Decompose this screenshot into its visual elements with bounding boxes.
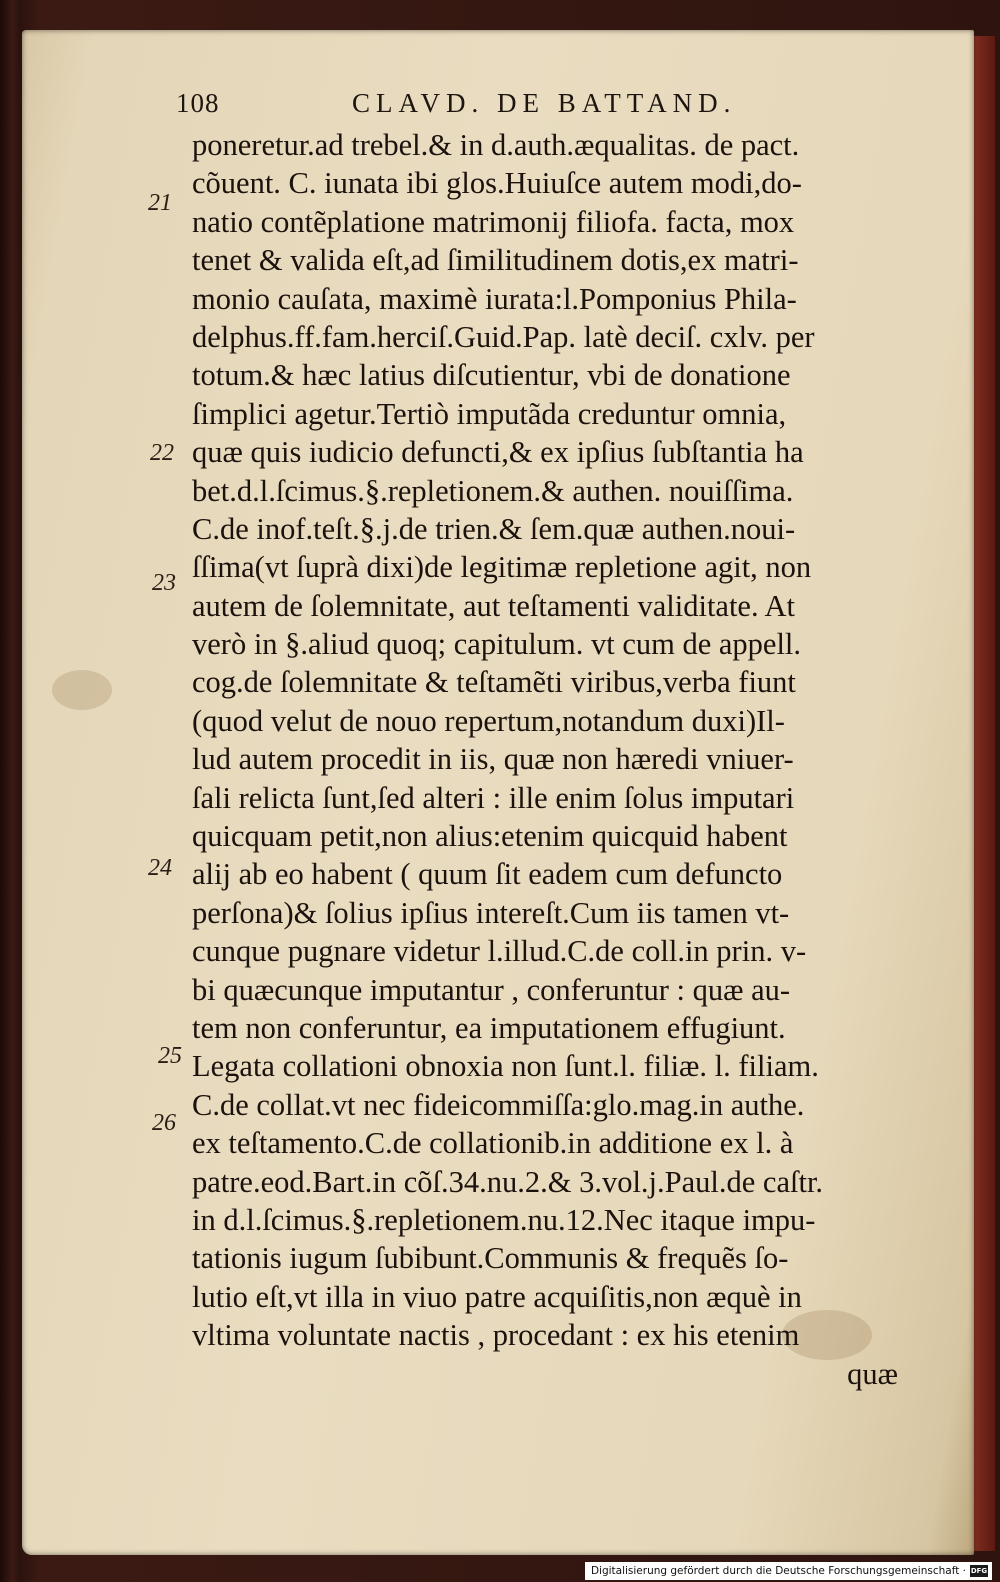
text-line: Legata collationi obnoxia non ſunt.l. filiæ. l. filiam.: [192, 1049, 819, 1084]
margin-note-24: 24: [148, 855, 172, 881]
catchword: quæ: [847, 1356, 898, 1391]
text-line: C.de inof.teſt.§.j.de trien.& ſem.quæ authen.noui-: [192, 511, 796, 546]
text-line: natio contẽplatione matrimonij filiofa. facta, mox: [192, 204, 795, 239]
text-line: (quod velut de nouo repertum,notandum duxi)Il-: [192, 703, 785, 738]
text-line: tenet & valida eſt,ad ſimilitudinem dotis,ex matri-: [192, 243, 799, 278]
margin-note-22: 22: [150, 440, 174, 466]
text-line: tem non conferuntur, ea imputationem effugiunt.: [192, 1010, 786, 1045]
text-line: alij ab eo habent ( quum ſit eadem cum defuncto: [192, 857, 783, 892]
text-line: cõuent. C. iunata ibi glos.Huiuſce autem modi,do-: [192, 166, 802, 201]
text-line: lud autem procedit in iis, quæ non hæredi vniuer-: [192, 742, 794, 777]
text-line: delphus.ff.fam.herciſ.Guid.Pap. latè deciſ. cxlv. per: [192, 319, 815, 354]
page-number: 108: [176, 88, 220, 118]
text-line: tationis iugum ſubibunt.Communis & frequẽs ſo-: [192, 1241, 789, 1276]
text-line: quæ quis iudicio defuncti,& ex ipſius ſubſtantia ha: [192, 435, 804, 470]
margin-note-25: 25: [158, 1043, 182, 1069]
body-text: [192, 126, 902, 1393]
credit-text: Digitalisierung gefördert durch die Deutsche Forschungsgemeinschaft ·: [590, 1565, 966, 1577]
text-line: ſſima(vt ſuprà dixi)de legitimæ repletione agit, non: [192, 550, 812, 585]
text-line: ex teſtamento.C.de collationib.in additione ex l. à: [192, 1126, 794, 1161]
text-line: monio cauſata, maximè iurata:l.Pomponius Phila-: [192, 281, 797, 316]
running-head: CLAVD. DE BATTAND.: [352, 88, 737, 118]
text-line: cunque pugnare videtur l.illud.C.de coll.in prin. v-: [192, 934, 807, 969]
text-line: ſimplici agetur.Tertiò imputãda creduntur omnia,: [192, 396, 787, 431]
text-line: autem de ſolemnitate, aut teſtamenti validitate. At: [192, 588, 796, 623]
text-line: lutio eſt,vt illa in viuo patre acquiſitis,non æquè in: [192, 1279, 802, 1314]
text-line: bi quæcunque imputantur , conferuntur : quæ au-: [192, 972, 791, 1007]
text-line: perſona)& ſolius ipſius intereſt.Cum iis tamen vt-: [192, 895, 790, 930]
text-line: ſali relicta ſunt,ſed alteri : ille enim ſolus imputari: [192, 780, 795, 815]
text-line: quicquam petit,non alius:etenim quicquid habent: [192, 819, 788, 854]
text-line: totum.& hæc latius diſcutientur, vbi de donatione: [192, 358, 791, 393]
dfg-logo-icon: DFG: [970, 1567, 988, 1575]
text-line: cog.de ſolemnitate & teſtamẽti viribus,verba fiunt: [192, 665, 796, 700]
digitization-credit: [585, 1562, 992, 1580]
text-line: bet.d.l.ſcimus.§.repletionem.& authen. nouiſſima.: [192, 473, 794, 508]
margin-note-26: 26: [152, 1110, 176, 1136]
text-line: vltima voluntate nactis , procedant : ex his etenim: [192, 1318, 800, 1353]
text-line: in d.l.ſcimus.§.repletionem.nu.12.Nec itaque impu-: [192, 1202, 816, 1237]
text-line: patre.eod.Bart.in cõſ.34.nu.2.& 3.vol.j.Paul.de caſtr.: [192, 1164, 824, 1199]
margin-note-23: 23: [152, 570, 176, 596]
paper-stain: [52, 670, 112, 710]
page-header: [176, 88, 766, 120]
text-line: C.de collat.vt nec fideicommiſſa:glo.mag.in authe.: [192, 1087, 805, 1122]
text-line: poneretur.ad trebel.& in d.auth.æqualitas. de pact.: [192, 128, 800, 162]
text-line: verò in §.aliud quoq; capitulum. vt cum de appell.: [192, 627, 802, 662]
margin-note-21: 21: [148, 190, 172, 216]
